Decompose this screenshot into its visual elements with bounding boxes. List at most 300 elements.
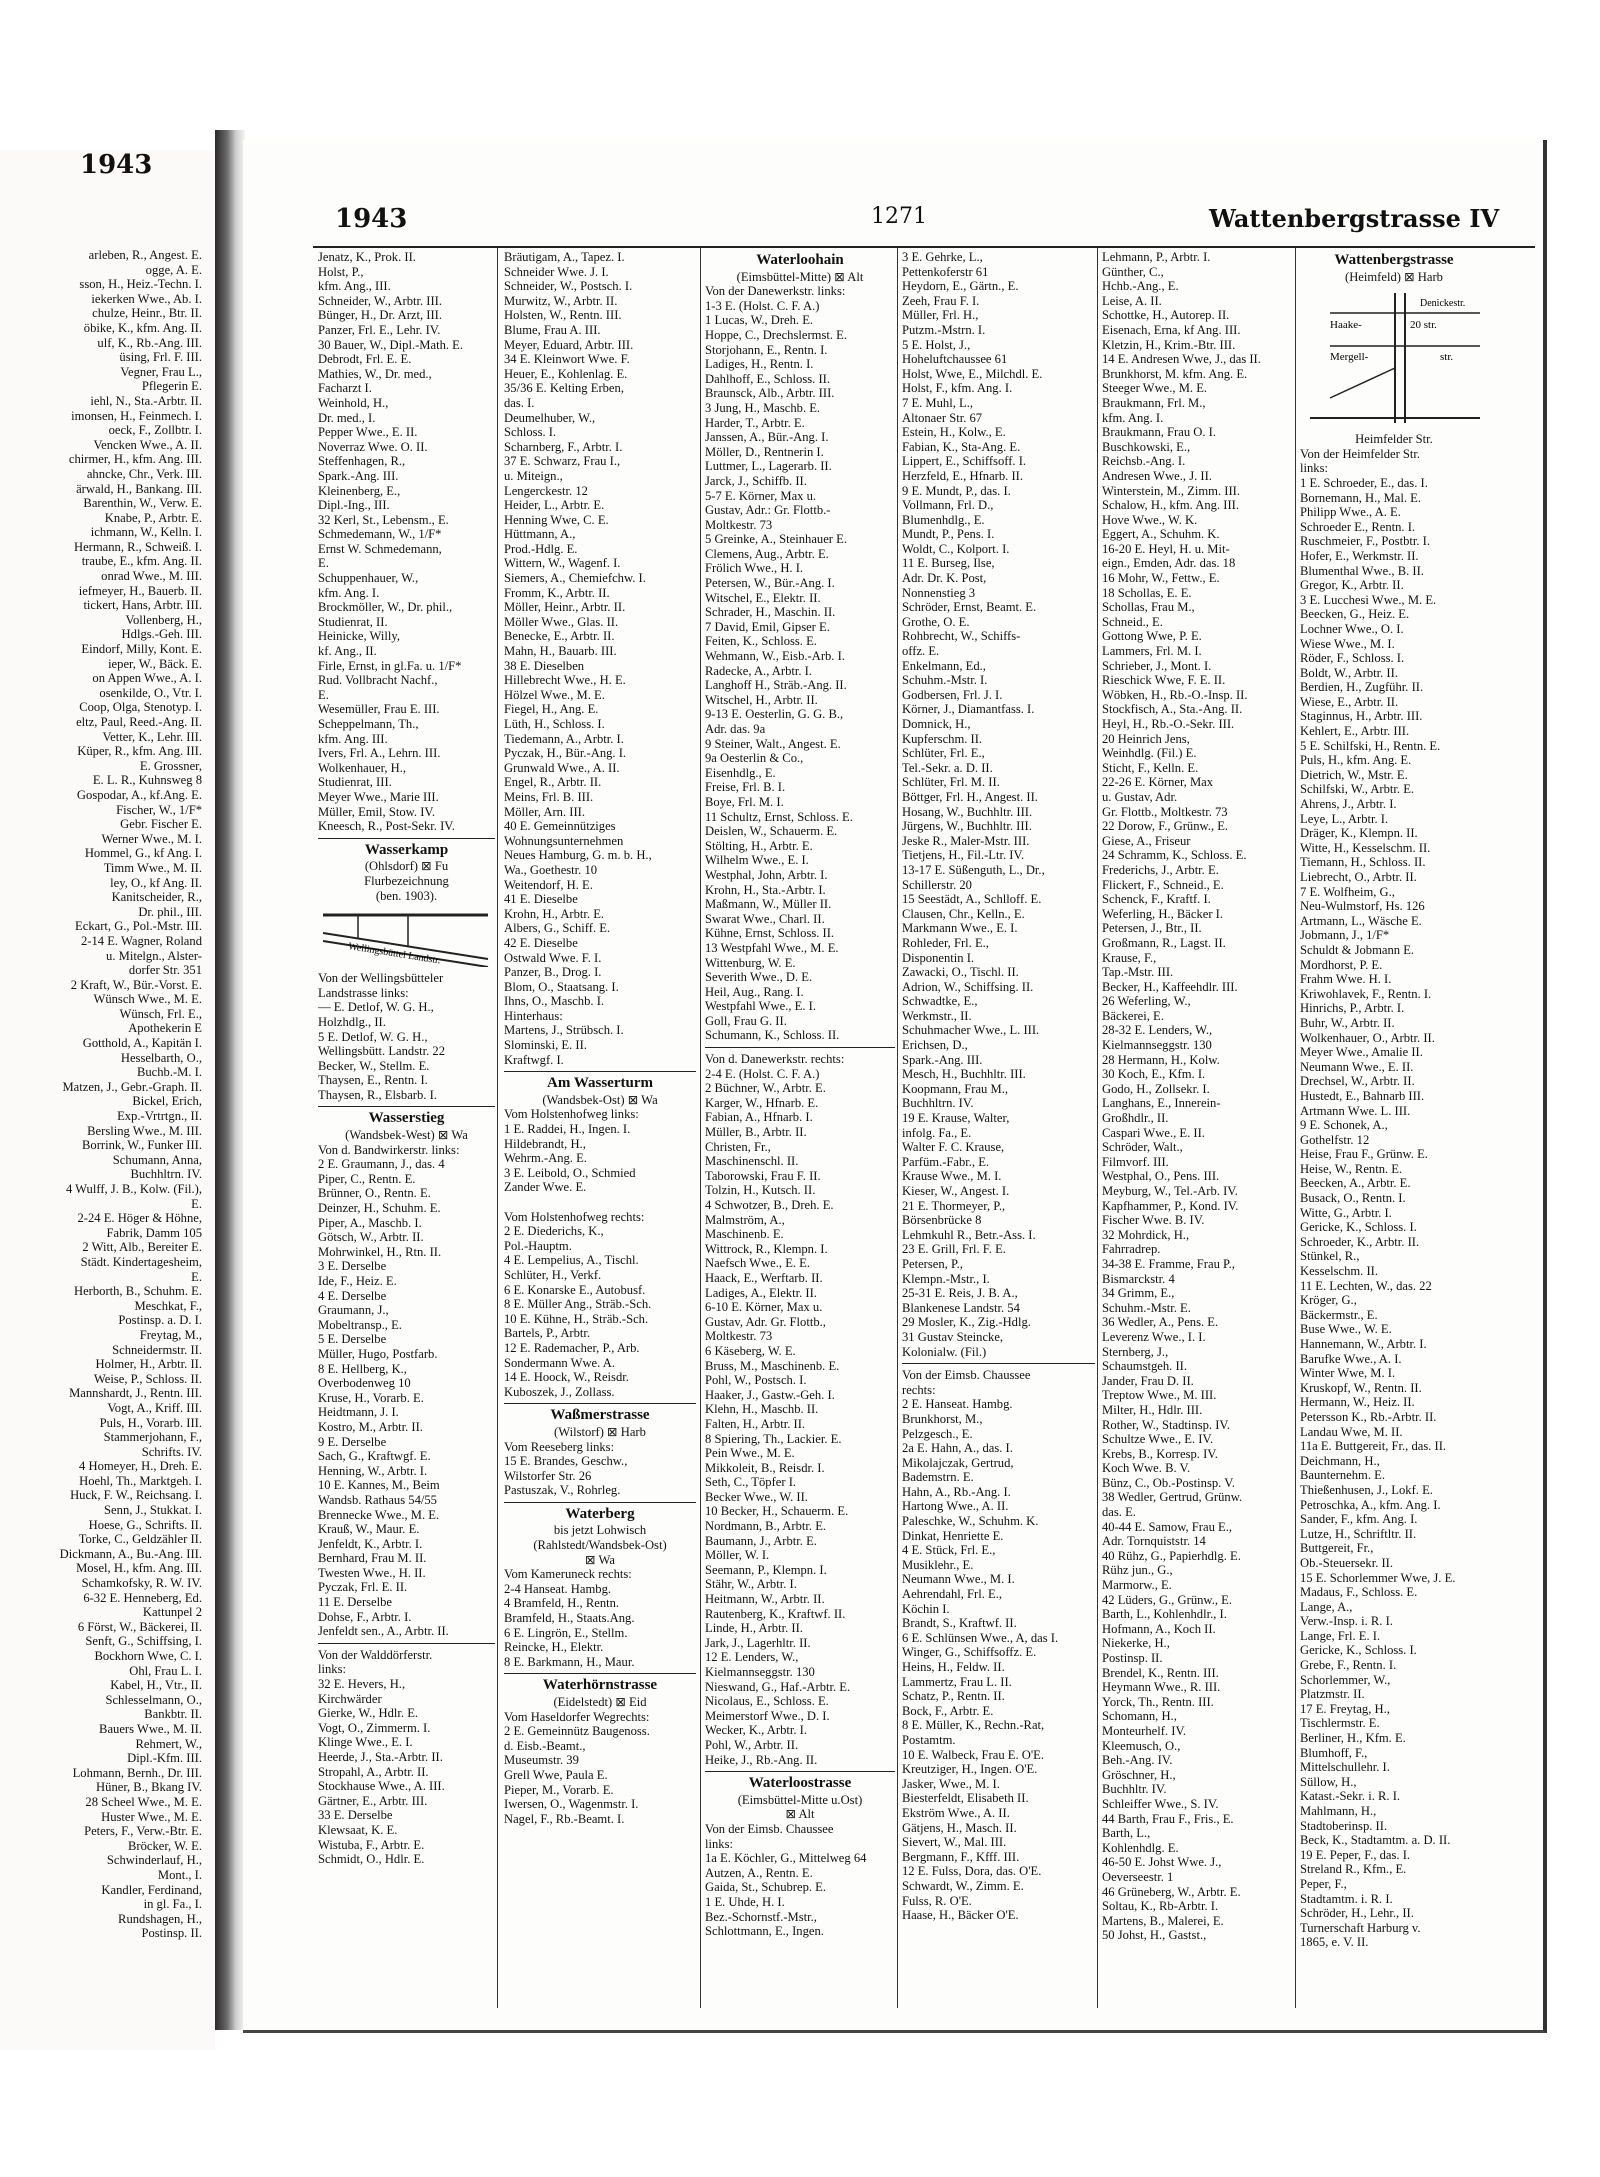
- directory-entry: Petersen, J., Btr., II.: [1102, 921, 1202, 936]
- directory-entry: Bademstrn. E.: [902, 1470, 974, 1485]
- directory-entry: Borrink, W., Funker III.: [82, 1138, 202, 1153]
- directory-entry: Beh.-Ang. IV.: [1102, 1753, 1173, 1768]
- directory-entry: Berliner, H., Kfm. E.: [1300, 1731, 1406, 1746]
- directory-entry: Spark.-Ang. III.: [902, 1052, 983, 1067]
- directory-entry: Kolonialw. (Fil.): [902, 1344, 987, 1359]
- directory-entry: Artmann, L., Wäsche E.: [1300, 913, 1422, 928]
- directory-entry: Großmann, R., Lagst. II.: [1102, 935, 1226, 950]
- directory-entry: Domnick, H.,: [902, 717, 971, 731]
- directory-entry: Mikolajczak, Gertrud,: [902, 1455, 1014, 1470]
- directory-entry: oeck, F., Zollbtr. I.: [108, 423, 202, 438]
- directory-entry: Knabe, P., Arbtr. E.: [104, 510, 202, 525]
- directory-entry: Adr. Tornquiststr. 14: [1102, 1534, 1206, 1549]
- directory-entry: Henning, W., Arbtr. I.: [318, 1463, 428, 1478]
- directory-entry: Dohse, F., Arbtr. I.: [318, 1609, 412, 1624]
- directory-entry: Lange, A.,: [1300, 1599, 1353, 1614]
- directory-entry: Moltkestr. 73: [705, 517, 773, 532]
- directory-entry: onrad Wwe., M. III.: [101, 569, 202, 584]
- directory-entry: Blom, O., Staatsang. I.: [504, 979, 619, 994]
- directory-entry: Platzmstr. II.: [1300, 1687, 1365, 1702]
- directory-entry: 3 E. Gehrke, L.,: [902, 250, 983, 264]
- directory-entry: Koopmann, Frau M.,: [902, 1081, 1008, 1096]
- directory-entry: Vom Haseldorfer Wegrechts:: [504, 1709, 650, 1724]
- directory-entry: Hommel, G., kf Ang. I.: [84, 846, 202, 861]
- directory-entry: Jark, J., Lagerhltr. II.: [705, 1635, 811, 1650]
- directory-entry: Meins, Frl. B. III.: [504, 789, 594, 804]
- directory-entry: Mittelschullehr. I.: [1300, 1760, 1390, 1775]
- directory-entry: [504, 1195, 696, 1210]
- directory-entry: Kattunpel 2: [142, 1605, 202, 1620]
- directory-entry: Schenck, F., Kraftf. I.: [1102, 892, 1211, 907]
- directory-entry: Barufke Wwe., A. I.: [1300, 1351, 1402, 1366]
- directory-entry: 1a E. Köchler, G., Mittelweg 64: [705, 1851, 867, 1866]
- directory-entry: Puls, H., Vorarb. III.: [99, 1415, 202, 1430]
- directory-entry: 5 E. Detlof, W. G. H.,: [318, 1029, 428, 1044]
- directory-entry: Noverraz Wwe. O. II.: [318, 439, 428, 454]
- svg-text:20 str.: 20 str.: [1410, 319, 1437, 332]
- directory-entry: Werner Wwe., M. I.: [101, 831, 202, 846]
- directory-entry: Schröder, H., Lehr., II.: [1300, 1906, 1414, 1921]
- directory-entry: 8 Spiering, Th., Lackier. E.: [705, 1431, 842, 1446]
- directory-entry: kfm. Ang. I.: [318, 585, 380, 600]
- column-divider: [700, 248, 701, 2008]
- directory-entry: links:: [1300, 461, 1328, 476]
- directory-entry: Brünner, O., Rentn. E.: [318, 1186, 431, 1201]
- directory-entry: d. Eisb.-Beamt.,: [504, 1738, 586, 1753]
- directory-entry: 2 Büchner, W., Arbtr. E.: [705, 1081, 826, 1096]
- directory-entry: Piper, A., Maschb. I.: [318, 1215, 422, 1230]
- directory-entry: Neu-Wulmstorf, Hs. 126: [1300, 899, 1425, 914]
- directory-entry: Moltkestr. 73: [705, 1329, 773, 1344]
- directory-entry: kfm. Ang. I.: [1102, 410, 1164, 425]
- directory-entry: 8 E. Müller, K., Rechn.-Rat,: [902, 1718, 1045, 1733]
- directory-entry: Malmström, A.,: [705, 1212, 785, 1227]
- directory-entry: Hillebrecht Wwe., H. E.: [504, 673, 626, 688]
- directory-entry: Feiten, K., Schloss. E.: [705, 634, 817, 649]
- directory-entry: Kielmannseggstr. 130: [705, 1665, 815, 1679]
- directory-entry: 6 Först, W., Bäckerei, II.: [77, 1619, 202, 1634]
- directory-entry: Oeverseestr. 1: [1102, 1869, 1174, 1884]
- directory-entry: Kühne, Ernst, Schloss. II.: [705, 926, 835, 941]
- directory-entry: Krohn, H., Sta.-Arbtr. I.: [705, 882, 826, 897]
- directory-entry: Frölich Wwe., H. I.: [705, 561, 804, 576]
- directory-entry: Scheppelmann, Th.,: [318, 717, 419, 731]
- directory-entry: Schwardt, W., Zimm. E.: [902, 1878, 1024, 1893]
- directory-entry: Schleiffer Wwe., S. IV.: [1102, 1796, 1219, 1811]
- directory-entry: Von der Wellingsbütteler: [318, 971, 444, 986]
- directory-entry: 11 E. Lechten, W., das. 22: [1300, 1278, 1432, 1293]
- directory-entry: Pohl, W., Arbtr. II.: [705, 1737, 799, 1752]
- directory-entry: Hesselbarth, O.,: [120, 1050, 202, 1065]
- directory-entry: Neumann Wwe., E. II.: [1300, 1059, 1414, 1074]
- directory-entry: Turnerschaft Harburg v.: [1300, 1920, 1421, 1935]
- directory-entry: Blume, Frau A. III.: [504, 322, 601, 337]
- directory-entry: Haase, H., Bäcker O'E.: [902, 1908, 1019, 1923]
- directory-entry: Maschinenb. E.: [705, 1227, 784, 1242]
- directory-entry: Zeeh, Frau F. I.: [902, 293, 980, 308]
- directory-entry: 3 Jung, H., Maschb. E.: [705, 400, 821, 415]
- directory-entry: Gebr. Fischer E.: [120, 817, 202, 832]
- directory-entry: Prod.-Hdlg. E.: [504, 541, 578, 556]
- directory-entry: Vogt, O., Zimmerm. I.: [318, 1720, 431, 1735]
- directory-entry: 6 E. Lingrön, E., Stellm.: [504, 1625, 628, 1640]
- directory-entry: Wellingsbütt. Landstr. 22: [318, 1044, 446, 1059]
- directory-entry: Radecke, A., Arbtr. I.: [705, 663, 813, 678]
- directory-entry: Hdlgs.-Geh. III.: [121, 627, 202, 642]
- directory-entry: Pohl, W., Postsch. I.: [705, 1373, 807, 1388]
- directory-entry: 42 Lüders, G., Grünw., E.: [1102, 1592, 1232, 1607]
- directory-entry: Bruss, M., Maschinenb. E.: [705, 1358, 840, 1373]
- directory-entry: Herborth, B., Schuhm. E.: [73, 1284, 202, 1299]
- directory-entry: Rühz jun., G.,: [1102, 1563, 1173, 1578]
- directory-entry: Kandler, Ferdinand,: [101, 1882, 202, 1897]
- directory-entry: Schmedemann, W., 1/F*: [318, 527, 442, 542]
- directory-entry: Woldt, C., Kolport. I.: [902, 541, 1010, 556]
- directory-entry: Sondermann Wwe. A.: [504, 1355, 615, 1370]
- directory-entry: Iwersen, O., Wagenmstr. I.: [504, 1797, 639, 1812]
- directory-entry: Markmann Wwe., E. I.: [902, 921, 1018, 936]
- directory-entry: Schultze Wwe., E. IV.: [1102, 1432, 1214, 1447]
- directory-entry: 28 Hermann, H., Kolw.: [1102, 1052, 1220, 1067]
- directory-entry: Wa., Goethestr. 10: [504, 862, 598, 877]
- directory-entry: E.: [318, 687, 329, 702]
- directory-entry: Lengerckestr. 12: [504, 483, 588, 498]
- directory-entry: 17 E. Freytag, H.,: [1300, 1701, 1390, 1716]
- directory-entry: Estein, H., Kolw., E.: [902, 425, 1006, 440]
- directory-entry: Schillerstr. 20: [902, 877, 972, 892]
- directory-entry: Kruskopf, W., Rentn. II.: [1300, 1380, 1422, 1395]
- directory-entry: Von der Eimsb. Chaussee: [902, 1368, 1031, 1383]
- directory-entry: Hartong Wwe., A. II.: [902, 1499, 1009, 1514]
- directory-entry: Spark.-Ang. III.: [318, 468, 399, 483]
- directory-entry: Museumstr. 39: [504, 1753, 579, 1768]
- directory-entry: Lange, Frl. E. I.: [1300, 1628, 1381, 1643]
- directory-entry: Gröschner, H.,: [1102, 1767, 1176, 1782]
- directory-entry: 16 Mohr, W., Fettw., E.: [1102, 571, 1220, 586]
- directory-entry: 7 E. Wolfheim, G.,: [1300, 884, 1395, 899]
- directory-entry: Fromm, K., Arbtr. II.: [504, 585, 610, 600]
- directory-entry: Dinkat, Henriette E.: [902, 1528, 1004, 1543]
- directory-entry: 2-4 Hanseat. Hambg.: [504, 1581, 612, 1596]
- directory-entry: Engel, R., Arbtr. II.: [504, 775, 602, 790]
- directory-entry: Meyburg, W., Tel.-Arb. IV.: [1102, 1184, 1238, 1198]
- directory-entry: 2 E. Graumann, J., das. 4: [318, 1157, 445, 1172]
- directory-entry: Wesemüller, Frau E. III.: [318, 702, 440, 717]
- directory-entry: 6 E. Konarske E., Autobusf.: [504, 1282, 646, 1297]
- directory-entry: ärwald, H., Bankang. III.: [76, 481, 202, 496]
- directory-entry: Musiklehr., E.: [902, 1557, 974, 1572]
- directory-entry: Lochner Wwe., O. I.: [1300, 621, 1404, 636]
- street-name-waterberg: Waterberg: [565, 1505, 635, 1522]
- directory-entry: Meyer Wwe., Amalie II.: [1300, 1045, 1423, 1060]
- directory-entry: Dipl.-Ing., III.: [318, 498, 390, 513]
- column-divider: [1295, 248, 1296, 2008]
- directory-entry: Godo, H., Zollsekr. I.: [1102, 1081, 1210, 1096]
- directory-entry: 13 Westpfahl Wwe., M. E.: [705, 940, 839, 955]
- directory-entry: Jenatz, K., Prok. II.: [318, 250, 416, 264]
- directory-entry: Mahlmann, H.,: [1300, 1804, 1377, 1818]
- directory-entry: kfm. Ang. III.: [318, 731, 388, 746]
- directory-entry: Gericke, K., Schloss. I.: [1300, 1220, 1417, 1235]
- directory-entry: Schuhm.-Mstr. E.: [1102, 1300, 1191, 1315]
- directory-entry: Treptow Wwe., M. III.: [1102, 1388, 1217, 1403]
- directory-entry: Clemens, Aug., Arbtr. E.: [705, 546, 829, 561]
- directory-entry: Böttger, Frl. H., Angest. II.: [902, 789, 1038, 804]
- directory-entry: Krause Wwe., M. I.: [902, 1169, 1002, 1184]
- directory-entry: Vom Kameruneck rechts:: [504, 1567, 632, 1582]
- directory-entry: 15 E. Schorlemmer Wwe, J. E.: [1300, 1570, 1456, 1585]
- directory-entry: Schneidermstr. II.: [112, 1342, 202, 1357]
- directory-entry: Piper, C., Rentn. E.: [318, 1171, 416, 1186]
- directory-entry: 34 E. Kleinwort Wwe. F.: [504, 352, 630, 367]
- directory-entry: 9 E. Mundt, P., das. I.: [902, 483, 1011, 498]
- directory-column-4: [902, 250, 1095, 2010]
- directory-entry: Yorck, Th., Rentn. III.: [1102, 1694, 1214, 1709]
- directory-entry: Schlottmann, E., Ingen.: [705, 1924, 824, 1939]
- directory-entry: Pol.-Hauptm.: [504, 1238, 572, 1253]
- directory-entry: Jobmann, J., 1/F*: [1300, 928, 1390, 943]
- directory-entry: 4 Homeyer, H., Dreh. E.: [79, 1459, 202, 1474]
- directory-entry: 11a E. Buttgereit, Fr., das. II.: [1300, 1439, 1447, 1454]
- directory-entry: Heydorn, E., Gärtn., E.: [902, 279, 1019, 294]
- directory-entry: Müller, B., Arbtr. II.: [705, 1125, 807, 1140]
- street-name-waterloostrasse: Waterloostrasse: [748, 1775, 852, 1792]
- directory-entry: Schatz, P., Rentn. II.: [902, 1689, 1005, 1704]
- directory-entry: Schneid., E.: [1102, 614, 1163, 629]
- directory-column-6: Wattenbergstrasse (Heimfeld) ⊠ Harb Denickestr. Haake- 20 str. Mergell- str. Heimfelder Str. Von der Heimfelder Str. links: 1 E. Schroeder, E., das. I. Bornemann, H., Mal. E. Philipp Wwe., A. E. Schroeder E., Rentn. I. Ruschmeier, F., Postbtr. I. Hofer, E., Werkmstr. II. Blumenthal Wwe., B. II. Gregor, K., Arbtr. II. 3 E. Lucchesi Wwe., M. E. Beecken, G., Heiz. E. Lochner Wwe., O. I. Wiese Wwe., M. I. Röder, F., Schloss. I. Boldt, W., Arbtr. II. Berdien, H., Zugführ. II. Wiese, E., Arbtr. II. Staginnus, H., Arbtr. III. Kehlert, E., Arbtr. III. 5 E. Schilfski, H., Rentn. E. Puls, H., kfm. Ang. E. Dietrich, W., Mstr. E. Schilfski, W., Arbtr. E. Ahrens, J., Arbtr. I. Leye, L., Arbtr. I. Dräger, K., Klempn. II. Witte, H., Kesselschm. II. Tiemann, H., Schloss. II. Liebrecht, O., Arbtr. II. 7 E. Wolfheim, G., Neu-Wulmstorf, Hs. 126 Artmann, L., Wäsche E. Jobmann, J., 1/F* Schuldt & Jobmann E. Mordhorst, P. E. Frahm Wwe. H. I. Kriwohlavek, F., Rentn. I. Hinrichs, P., Arbtr. I. Buhr, W., Arbtr. II. Wolkenhauer, O., Arbtr. II. Meyer Wwe., Amalie II. Neumann Wwe., E. II. Drechsel, W., Arbtr. II. Hustedt, E., Bahnarb III. Artmann Wwe. L. III. 9 E. Schonek, A., Gothelfstr. 12 Heise, Frau F., Grünw. E. Heise, W., Rentn. E. Beecken, A., Arbtr. E. Busack, O., Rentn. I. Witte, G., Arbtr. I. Gericke, K., Schloss. I. Schroeder, K., Arbtr. II. Stünkel, R., Kesselschm. II. 11 E. Lechten, W., das. 22 Kröger, G., Bäckermstr., E. Buse Wwe., W. E. Hannemann, W., Arbtr. I. Barufke Wwe., A. I. Winter Wwe, M. I. Kruskopf, W., Rentn. II. Hermann, W., Heiz. II. Petersson K., Rb.-Arbtr. II. Landau Wwe, M. II. 11a E. Buttgereit, Fr., das. II. Deichmann, H., Baunternehm. E. Thießenhusen, J., Lokf. E. Petroschka, A., kfm. Ang. I. Sander, F., kfm. Ang. I. Lutze, H., Schriftltr. II. Buttgereit, Fr., Ob.-Steuersekr. II. 15 E. Schorlemmer Wwe, J. E. Madaus, F., Schloss. E. Lange, A., Verw.-Insp. i. R. I. Lange, Frl. E. I. Gericke, K., Schloss. I. Grebe, F., Rentn. I. Schorlemmer, W., Platzmstr. II. 17 E. Freytag, H., Tischlermstr. E. Berliner, H., Kfm. E. Blumhoff, F., Mittelschullehr. I. Süllow, H., Katast.-Sekr. i. R. I. Mahlmann, H., Stadtoberinsp. II. Beck, K., Stadtamtm. a. D. II. 19 E. Peper, F., das. I. Streland R., Kfm., E. Peper, F., Stadtamtm. i. R. I. Schröder, H., Lehr., II. Turnerschaft Harburg v. 1865, e. V. II.: [1300, 250, 1488, 2010]
- directory-entry: 32 Kerl, St., Lebensm., E.: [318, 512, 449, 527]
- street-name-waterloohain: Waterloohain: [756, 252, 844, 268]
- directory-entry: Wittrock, R., Klempn. I.: [705, 1241, 828, 1256]
- directory-entry: Buttgereit, Fr.,: [1300, 1541, 1374, 1556]
- directory-entry: 19 E. Peper, F., das. I.: [1300, 1847, 1411, 1862]
- directory-entry: Kröger, G.,: [1300, 1293, 1357, 1308]
- directory-entry: Fulss, R. O'E.: [902, 1893, 972, 1908]
- directory-entry: Mesch, H., Buchhltr. III.: [902, 1067, 1026, 1082]
- directory-entry: E.: [191, 1269, 202, 1284]
- directory-entry: Hofer, E., Werkmstr. II.: [1300, 548, 1419, 563]
- svg-text:Mergell-: Mergell-: [1330, 351, 1369, 364]
- directory-entry: Rieschick Wwe, F. E. II.: [1102, 673, 1226, 688]
- directory-entry: Twesten Wwe., H. II.: [318, 1565, 426, 1580]
- directory-entry: 6 E. Schlünsen Wwe., A, das I.: [902, 1630, 1059, 1645]
- directory-entry: Vollmann, Frl. D.,: [902, 498, 994, 513]
- directory-entry: Schmidt, O., Hdlr. E.: [318, 1852, 425, 1867]
- directory-entry: Westphal, O., Pens. III.: [1102, 1169, 1220, 1184]
- directory-entry: 2-4 E. (Holst. C. F. A.): [705, 1066, 820, 1081]
- directory-entry: Kabel, H., Vtr., II.: [110, 1678, 202, 1693]
- directory-entry: 4 E. Derselbe: [318, 1288, 387, 1303]
- directory-entry: Ekström Wwe., A. II.: [902, 1805, 1010, 1820]
- directory-entry: Barenthin, W., Verw. E.: [83, 496, 202, 511]
- directory-entry: Liebrecht, O., Arbtr. II.: [1300, 870, 1417, 884]
- directory-entry: Grunwald Wwe., A. II.: [504, 760, 620, 775]
- directory-entry: Matzen, J., Gebr.-Graph. II.: [62, 1079, 202, 1094]
- directory-entry: Pyczak, Frl. E. II.: [318, 1580, 408, 1595]
- directory-entry: 29 Mosler, K., Zig.-Hdlg.: [902, 1315, 1031, 1330]
- directory-entry: Pflegerin E.: [141, 379, 202, 394]
- directory-entry: u. Miteign.,: [504, 468, 563, 483]
- directory-entry: Kohlenhdlg. E.: [1102, 1840, 1179, 1855]
- directory-entry: Siemers, A., Chemiefchw. I.: [504, 571, 646, 586]
- directory-entry: Godbersen, Frl. J. I.: [902, 687, 1003, 702]
- directory-entry: Buhr, W., Arbtr. II.: [1300, 1015, 1395, 1030]
- directory-entry: Großhdlr., II.: [1102, 1111, 1169, 1126]
- directory-entry: 9-13 E. Oesterlin, G. G. B.,: [705, 707, 844, 722]
- directory-entry: Kraftwgf. I.: [504, 1052, 564, 1067]
- directory-entry: Grothe, O. E.: [902, 614, 970, 629]
- directory-entry: Thaysen, E., Rentn. I.: [318, 1073, 428, 1088]
- directory-entry: Falten, H., Arbtr. II.: [705, 1416, 806, 1431]
- directory-entry: Bankbtr. II.: [144, 1707, 202, 1722]
- directory-entry: Von d. Danewerkstr. rechts:: [705, 1052, 845, 1067]
- directory-entry: Klinge Wwe., E. I.: [318, 1735, 413, 1750]
- column-divider: [897, 248, 898, 2008]
- directory-entry: 19 E. Krause, Walter,: [902, 1111, 1010, 1126]
- directory-entry: 4 E. Stück, Frl. E.,: [902, 1543, 996, 1558]
- directory-entry: Firle, Ernst, in gl.Fa. u. 1/F*: [318, 658, 462, 673]
- directory-entry: 1 E. Schroeder, E., das. I.: [1300, 475, 1428, 490]
- directory-entry: Vom Holstenhofweg links:: [504, 1107, 639, 1122]
- directory-entry: Panzer, Frl. E., Lehr. IV.: [318, 322, 441, 337]
- directory-entry: Nordmann, B., Arbtr. E.: [705, 1519, 827, 1534]
- directory-entry: infolg. Fa., E.: [902, 1125, 972, 1140]
- directory-entry: Panzer, B., Drog. I.: [504, 965, 602, 980]
- directory-entry: ichmann, W., Kelln. I.: [90, 525, 202, 540]
- directory-entry: 50 Johst, H., Gastst.,: [1102, 1928, 1207, 1943]
- directory-entry: Adr. das. 9a: [705, 722, 766, 736]
- directory-entry: Vollenberg, H.,: [125, 612, 202, 627]
- directory-entry: 1-3 E. (Holst. C. F. A.): [705, 298, 820, 313]
- directory-entry: Tischlermstr. E.: [1300, 1716, 1380, 1731]
- directory-entry: Braunsck, Alb., Arbtr. III.: [705, 386, 835, 401]
- directory-entry: Heider, L., Arbtr. E.: [504, 498, 605, 513]
- directory-entry: Philipp Wwe., A. E.: [1300, 505, 1401, 520]
- directory-entry: Gericke, K., Schloss. I.: [1300, 1643, 1417, 1658]
- directory-entry: Senft, G., Schiffsing, I.: [85, 1634, 202, 1649]
- directory-entry: chulze, Heinr., Btr. II.: [92, 306, 202, 321]
- directory-entry: Koch Wwe. B. V.: [1102, 1461, 1191, 1476]
- directory-entry: Bünz, C., Ob.-Postinsp. V.: [1102, 1475, 1235, 1490]
- directory-entry: Berdien, H., Zugführ. II.: [1300, 680, 1424, 695]
- directory-entry: kfm. Ang., III.: [318, 279, 391, 294]
- directory-entry: tickert, Hans, Arbtr. III.: [83, 598, 202, 613]
- directory-entry: Enkelmann, Ed.,: [902, 658, 986, 673]
- directory-entry: Kielmannseggstr. 130: [1102, 1038, 1212, 1053]
- directory-entry: 9 Steiner, Walt., Angest. E.: [705, 736, 841, 751]
- directory-entry: Meimerstorf Wwe., D. I.: [705, 1708, 830, 1723]
- directory-entry: Krause, F.,: [1102, 950, 1157, 965]
- directory-entry: Lohmann, Bernh., Dr. III.: [72, 1765, 202, 1780]
- directory-entry: Eindorf, Milly, Kont. E.: [81, 642, 202, 657]
- directory-entry: Eisenhdlg., E.: [705, 765, 776, 780]
- street-name-wattenbergstrasse: Wattenbergstrasse: [1334, 252, 1454, 268]
- svg-text:Denickestr.: Denickestr.: [1420, 298, 1466, 310]
- directory-entry: Brockmöller, W., Dr. phil.,: [318, 600, 453, 615]
- directory-entry: 9 E. Derselbe: [318, 1434, 387, 1449]
- directory-entry: Pelzgesch., E.: [902, 1426, 973, 1441]
- directory-entry: 10 E. Kühne, H., Sträb.-Sch.: [504, 1311, 649, 1326]
- directory-entry: Hermann, W., Heiz. II.: [1300, 1395, 1415, 1410]
- directory-entry: Soltau, K., Rb-Arbtr. I.: [1102, 1899, 1219, 1914]
- directory-entry: 10 Becker, H., Schauerm. E.: [705, 1504, 849, 1519]
- directory-entry: Tel.-Sekr. a. D. II.: [902, 760, 993, 775]
- street-name-wasserstieg: Wasserstieg: [368, 1110, 445, 1127]
- directory-entry: Hermann, R., Schweiß. I.: [73, 539, 202, 554]
- directory-entry: Nagel, F., Rb.-Beamt. I.: [504, 1811, 625, 1826]
- directory-entry: Köchin I.: [902, 1601, 950, 1616]
- directory-entry: Gregor, K., Arbtr. II.: [1300, 578, 1404, 593]
- directory-entry: Schollas, Frau M.,: [1102, 600, 1195, 615]
- directory-entry: Freytag, M.,: [139, 1327, 202, 1342]
- directory-entry: 21 E. Thormeyer, P.,: [902, 1198, 1006, 1213]
- directory-entry: Kieser, W., Angest. I.: [902, 1184, 1010, 1198]
- directory-entry: Mathies, W., Dr. med.,: [318, 366, 432, 381]
- directory-entry: Kapfhammer, P., Kond. IV.: [1102, 1198, 1239, 1213]
- directory-entry: 1 E. Uhde, H. I.: [705, 1894, 785, 1909]
- directory-entry: Schorlemmer, W.,: [1300, 1672, 1391, 1687]
- directory-entry: Hofmann, A., Koch II.: [1102, 1621, 1216, 1636]
- directory-entry: Landau Wwe, M. II.: [1300, 1424, 1403, 1439]
- directory-entry: Schlüter, Frl. M. II.: [902, 775, 1000, 790]
- directory-entry: Seth, C., Töpfer I.: [705, 1475, 797, 1490]
- directory-entry: 6 Käseberg, W. E.: [705, 1343, 796, 1358]
- directory-entry: Von der Walddörferstr.: [318, 1647, 433, 1662]
- directory-entry: Hannemann, W., Arbtr. I.: [1300, 1337, 1427, 1351]
- directory-entry: 44 Barth, Frau F., Fris., E.: [1102, 1811, 1234, 1826]
- directory-entry: Schilfski, W., Arbtr. E.: [1300, 782, 1415, 797]
- directory-entry: Bramfeld, H., Staats.Ang.: [504, 1611, 635, 1626]
- directory-entry: Schuppenhauer, W.,: [318, 571, 419, 586]
- directory-entry: Gospodar, A., kf.Ang. E.: [76, 787, 202, 802]
- directory-entry: 34 Grimm, E.,: [1102, 1286, 1175, 1301]
- directory-entry: 11 Schultz, Ernst, Schloss. E.: [705, 809, 853, 824]
- directory-entry: Hosang, W., Buchhltr. III.: [902, 804, 1033, 819]
- directory-entry: Brandt, S., Kraftwf. II.: [902, 1616, 1017, 1631]
- directory-entry: Facharzt I.: [318, 381, 372, 396]
- directory-entry: Rehmert, W.,: [135, 1736, 202, 1751]
- directory-entry: 9 E. Schonek, A.,: [1300, 1118, 1388, 1133]
- directory-entry: 38 E. Dieselben: [504, 658, 585, 673]
- directory-entry: ley, O., kf Ang. II.: [110, 875, 202, 890]
- directory-entry: Ladiges, A., Elektr. II.: [705, 1285, 817, 1300]
- directory-entry: on Appen Wwe., A. I.: [92, 671, 202, 686]
- directory-entry: Graumann, J.,: [318, 1303, 389, 1318]
- directory-entry: Baumann, J., Arbtr. E.: [705, 1533, 817, 1548]
- directory-entry: Becker, H., Kaffeehdlr. III.: [1102, 979, 1238, 994]
- directory-entry: Swarat Wwe., Charl. II.: [705, 911, 825, 926]
- directory-entry: Nonnenstieg 3: [902, 585, 976, 600]
- directory-entry: Landstrasse links:: [318, 985, 409, 1000]
- directory-entry: Maschinenschl. II.: [705, 1154, 799, 1169]
- directory-entry: Bünger, H., Dr. Arzt, III.: [318, 308, 443, 323]
- directory-entry: u. Mitelgn., Alster-: [106, 948, 202, 963]
- directory-entry: Puls, H., kfm. Ang. E.: [1300, 753, 1412, 768]
- directory-entry: Heymann Wwe., R. III.: [1102, 1680, 1221, 1695]
- directory-entry: Pieper, M., Vorarb. E.: [504, 1782, 614, 1797]
- directory-entry: 2 E. Gemeinnütz Baugenoss.: [504, 1724, 650, 1739]
- directory-entry: Von der Eimsb. Chaussee: [705, 1821, 834, 1836]
- directory-entry: 30 Bauer, W., Dipl.-Math. E.: [318, 337, 464, 352]
- directory-entry: Katast.-Sekr. i. R. I.: [1300, 1789, 1401, 1804]
- directory-entry: osenkilde, O., Vtr. I.: [99, 685, 202, 700]
- directory-entry: Thießenhusen, J., Lokf. E.: [1300, 1482, 1433, 1497]
- directory-entry: Stockfisch, A., Sta.-Ang. II.: [1102, 702, 1243, 717]
- directory-entry: Krebs, B., Korresp. IV.: [1102, 1446, 1218, 1461]
- directory-entry: Lehmkuhl R., Betr.-Ass. I.: [902, 1227, 1036, 1242]
- directory-entry: Andresen Wwe., J. II.: [1102, 468, 1212, 483]
- directory-entry: Buchhltr. IV.: [1102, 1782, 1167, 1797]
